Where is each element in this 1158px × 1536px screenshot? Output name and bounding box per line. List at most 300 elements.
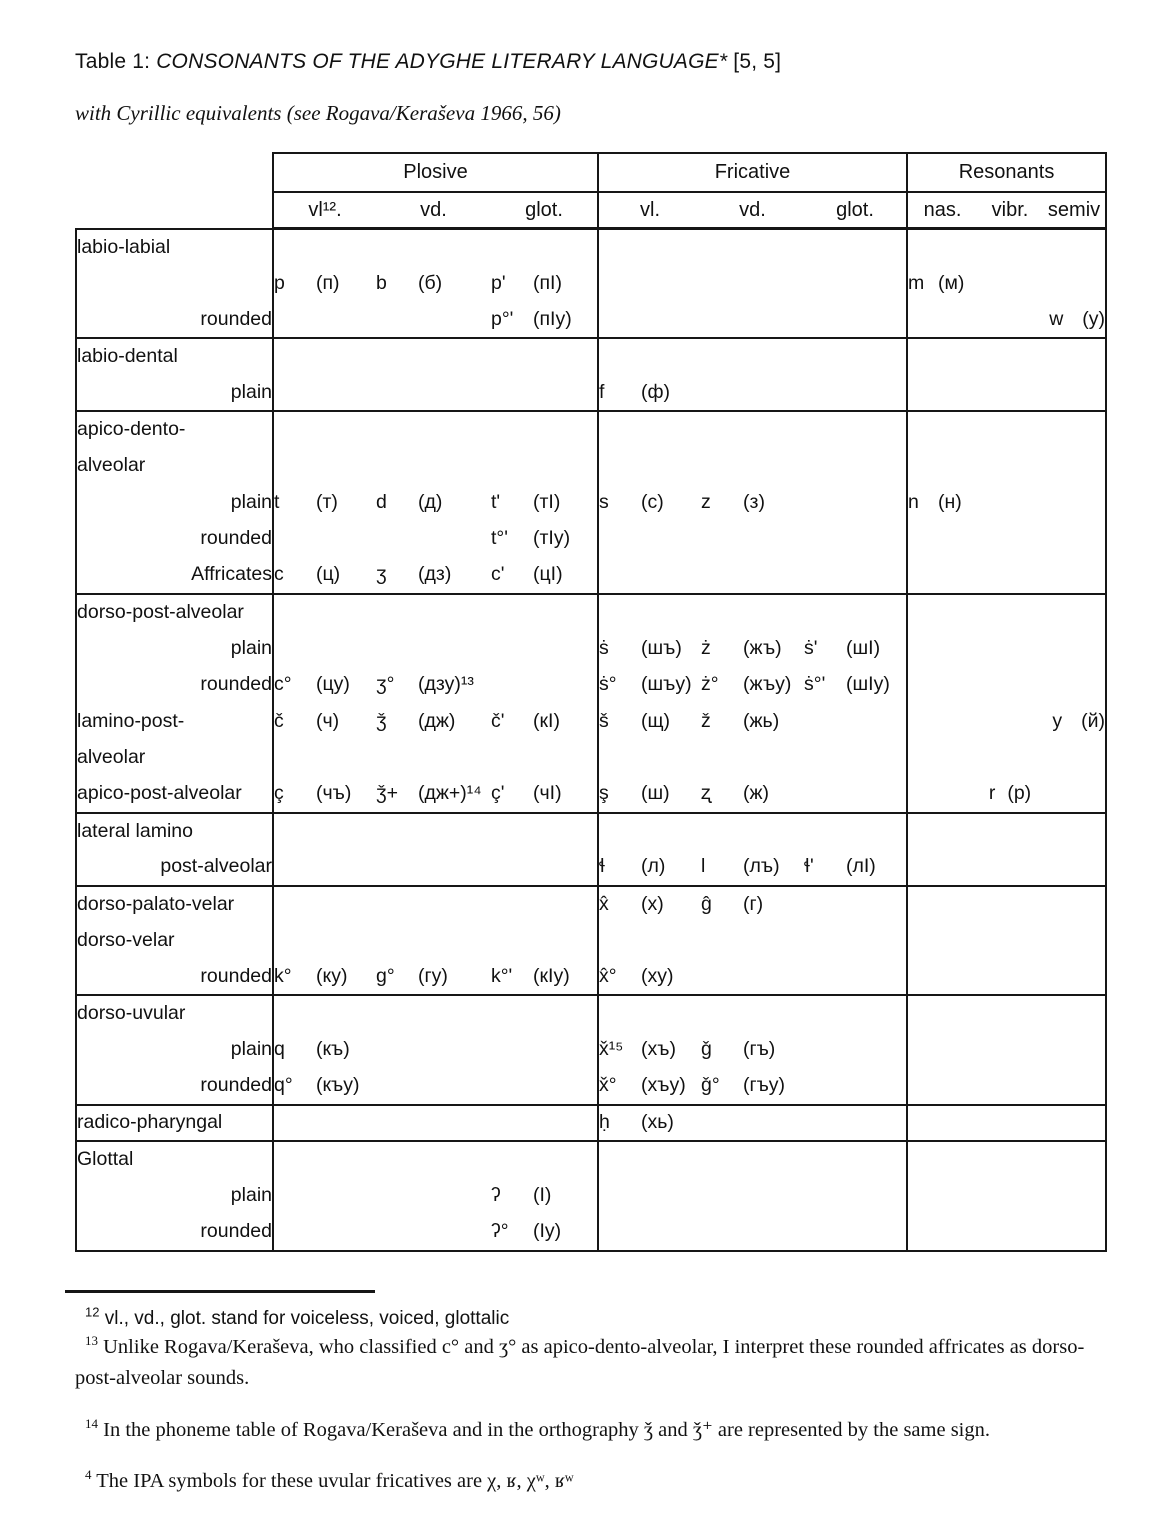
phoneme-cell (376, 740, 491, 777)
table-row (76, 922, 1106, 959)
phoneme-cell (1043, 338, 1106, 375)
phoneme-cell (598, 594, 701, 631)
phoneme-symbol: ǧ (701, 1038, 712, 1061)
phoneme-cell (701, 1141, 804, 1178)
phoneme-cell (804, 594, 907, 631)
phoneme-cell (907, 521, 977, 558)
cyrillic-equivalent: (жъ) (743, 636, 782, 659)
cyrillic-equivalent: (п) (316, 271, 340, 294)
phoneme-cell (1043, 265, 1106, 302)
phoneme-cell (273, 776, 376, 813)
phoneme-cell (598, 886, 701, 923)
phoneme-cell (804, 375, 907, 412)
cyrillic-equivalent: (щ) (641, 709, 671, 732)
table-row (76, 849, 1106, 886)
phoneme-symbol: ṡ°' (804, 673, 826, 696)
phoneme-cell (701, 813, 804, 850)
phoneme-cell (701, 1214, 804, 1251)
row-label: rounded (76, 302, 273, 339)
phoneme-cell (907, 1105, 977, 1142)
phoneme-cell (598, 813, 701, 850)
phoneme-symbol: s (599, 490, 609, 513)
phoneme-cell (804, 959, 907, 996)
phoneme-cell (598, 740, 701, 777)
phoneme-cell (701, 667, 804, 704)
table-row (76, 813, 1106, 850)
row-label: dorso-post-alveolar (76, 594, 273, 631)
row-label: Glottal (76, 1141, 273, 1178)
phoneme-cell (977, 1032, 1043, 1069)
phoneme-cell (701, 776, 804, 813)
phoneme-cell (273, 1141, 376, 1178)
row-label: rounded (76, 1214, 273, 1251)
phoneme-cell (977, 922, 1043, 959)
cyrillic-equivalent: (шIу) (846, 673, 890, 696)
phoneme-cell (1043, 849, 1106, 886)
group-header-row (76, 153, 1106, 192)
phoneme-cell (977, 302, 1043, 339)
table-row (76, 1068, 1106, 1105)
table-row (76, 995, 1106, 1032)
phoneme-cell (491, 886, 598, 923)
table-row (76, 667, 1106, 704)
footnote-separator (65, 1290, 375, 1293)
footnote-marker: 4 (85, 1467, 92, 1483)
phoneme-cell (804, 1032, 907, 1069)
phoneme-cell (376, 594, 491, 631)
phoneme-cell (1043, 667, 1106, 704)
cyrillic-equivalent: (цI) (533, 563, 563, 586)
phoneme-cell (1043, 521, 1106, 558)
phoneme-cell (907, 375, 977, 412)
phoneme-cell (977, 886, 1043, 923)
phoneme-cell (804, 1214, 907, 1251)
cyrillic-equivalent: (тI) (533, 490, 561, 513)
phoneme-symbol: ş (599, 782, 609, 805)
cyrillic-equivalent: (жь) (743, 709, 780, 732)
phoneme-cell (376, 338, 491, 375)
cyrillic-equivalent: (шI) (846, 636, 881, 659)
phoneme-cell (907, 886, 977, 923)
row-label: alveolar (76, 448, 273, 485)
phoneme-symbol: ż° (701, 673, 719, 696)
phoneme-symbol: ʔ (491, 1184, 501, 1207)
phoneme-cell (376, 1032, 491, 1069)
cyrillic-equivalent: (хъу) (641, 1074, 686, 1097)
cyrillic-equivalent: (у) (1082, 307, 1106, 330)
phoneme-cell (701, 265, 804, 302)
phoneme-cell (804, 338, 907, 375)
phoneme-symbol: m (908, 271, 925, 294)
phoneme-cell (1043, 484, 1106, 521)
row-label: plain (76, 1178, 273, 1215)
subheader-resonants-semiv: semiv (1043, 192, 1106, 229)
cyrillic-equivalent: (д) (418, 490, 443, 513)
phoneme-cell (804, 740, 907, 777)
phoneme-cell (491, 776, 598, 813)
cyrillic-equivalent: (г) (743, 892, 764, 915)
phoneme-cell (491, 630, 598, 667)
phoneme-cell (273, 1105, 376, 1142)
cyrillic-equivalent: (ш) (641, 782, 670, 805)
phoneme-cell (273, 703, 376, 740)
phoneme-symbol: p (274, 271, 285, 294)
table-row (76, 229, 1106, 266)
cyrillic-equivalent: (гу) (418, 964, 448, 987)
phoneme-cell (1043, 740, 1106, 777)
phoneme-cell (273, 521, 376, 558)
phoneme-cell (907, 338, 977, 375)
phoneme-cell (701, 557, 804, 594)
row-label: labio-labial (76, 229, 273, 266)
phoneme-symbol: r (988, 782, 996, 805)
cyrillic-equivalent: (дз) (418, 563, 452, 586)
phoneme-cell (273, 813, 376, 850)
table-row (76, 1032, 1106, 1069)
phoneme-cell (376, 959, 491, 996)
footnote-marker: 13 (85, 1333, 98, 1349)
phoneme-cell (376, 922, 491, 959)
phoneme-cell (491, 703, 598, 740)
phoneme-cell (907, 484, 977, 521)
subheader-plosive-glot: glot. (491, 192, 598, 229)
phoneme-cell (977, 484, 1043, 521)
cyrillic-equivalent: (жъу) (743, 673, 792, 696)
phoneme-cell (804, 557, 907, 594)
group-header-plosive: Plosive (273, 153, 598, 192)
corner-cell (76, 192, 273, 229)
phoneme-symbol: q° (274, 1074, 293, 1097)
phoneme-cell (1043, 557, 1106, 594)
phoneme-cell (273, 667, 376, 704)
phoneme-symbol: f (599, 380, 605, 403)
table-row (76, 557, 1106, 594)
phoneme-cell (701, 1032, 804, 1069)
cyrillic-equivalent: (н) (938, 490, 962, 513)
cyrillic-equivalent: (ч) (316, 709, 340, 732)
phoneme-cell (491, 265, 598, 302)
phoneme-cell (273, 484, 376, 521)
phoneme-cell (491, 995, 598, 1032)
cyrillic-equivalent: (дж+)¹⁴ (418, 782, 482, 805)
cyrillic-equivalent: (з) (743, 490, 765, 513)
row-label: lateral lamino (76, 813, 273, 850)
cyrillic-equivalent: (хъ) (641, 1038, 676, 1061)
phoneme-cell (598, 1068, 701, 1105)
row-label: rounded (76, 959, 273, 996)
phoneme-cell (907, 776, 977, 813)
phoneme-cell (273, 411, 376, 448)
phoneme-symbol: l (701, 855, 706, 878)
phoneme-cell (491, 959, 598, 996)
table-row (76, 703, 1106, 740)
phoneme-cell (376, 1141, 491, 1178)
cyrillic-equivalent: (ж) (743, 782, 770, 805)
phoneme-cell (907, 302, 977, 339)
phoneme-cell (376, 484, 491, 521)
phoneme-cell (598, 776, 701, 813)
phoneme-cell (273, 922, 376, 959)
phoneme-cell (376, 1178, 491, 1215)
phoneme-cell (977, 1105, 1043, 1142)
phoneme-cell (491, 557, 598, 594)
table-subtitle: with Cyrillic equivalents (see Rogava/Keraševa 1966, 56) (75, 101, 561, 125)
row-label: dorso-uvular (76, 995, 273, 1032)
phoneme-cell (804, 776, 907, 813)
cyrillic-equivalent: (пIу) (533, 307, 572, 330)
phoneme-cell (273, 302, 376, 339)
cyrillic-equivalent: (Iу) (533, 1220, 562, 1243)
row-label: plain (76, 484, 273, 521)
phoneme-symbol: ɬ (599, 855, 605, 878)
phoneme-cell (376, 302, 491, 339)
phoneme-cell (907, 922, 977, 959)
phoneme-cell (1043, 1105, 1106, 1142)
caption-prefix: Table 1: (75, 50, 157, 73)
cyrillic-equivalent: (къу) (316, 1074, 360, 1097)
cyrillic-equivalent: (цу) (316, 673, 350, 696)
phoneme-cell (1043, 375, 1106, 412)
phoneme-cell (977, 667, 1043, 704)
caption-reference: [5, 5] (727, 50, 782, 73)
phoneme-cell (1043, 1214, 1106, 1251)
phoneme-cell (376, 411, 491, 448)
phoneme-cell (598, 448, 701, 485)
phoneme-cell (1043, 630, 1106, 667)
phoneme-cell (1043, 959, 1106, 996)
cyrillic-equivalent: (лъ) (743, 855, 780, 878)
phoneme-cell (804, 411, 907, 448)
phoneme-symbol: t (274, 490, 280, 513)
row-label: Affricates (76, 557, 273, 594)
cyrillic-equivalent: (хь) (641, 1111, 674, 1134)
phoneme-cell (701, 302, 804, 339)
phoneme-cell (598, 995, 701, 1032)
phoneme-cell (977, 411, 1043, 448)
phoneme-cell (598, 959, 701, 996)
phoneme-cell (491, 1105, 598, 1142)
phoneme-cell (977, 630, 1043, 667)
phoneme-cell (701, 448, 804, 485)
phoneme-cell (977, 703, 1043, 740)
phoneme-cell (376, 265, 491, 302)
phoneme-cell (701, 740, 804, 777)
subheader-fricative-glot: glot. (804, 192, 907, 229)
phoneme-cell (598, 667, 701, 704)
phoneme-cell (376, 1068, 491, 1105)
group-header-fricative: Fricative (598, 153, 907, 192)
subheader-resonants-vibr: vibr. (977, 192, 1043, 229)
cyrillic-equivalent: (дж) (418, 709, 456, 732)
phoneme-cell (1043, 703, 1106, 740)
phoneme-cell (701, 229, 804, 266)
phoneme-cell (491, 849, 598, 886)
phoneme-cell (598, 1105, 701, 1142)
phoneme-cell (273, 630, 376, 667)
phoneme-cell (376, 630, 491, 667)
table-row (76, 1214, 1106, 1251)
phoneme-cell (907, 630, 977, 667)
phoneme-cell (491, 740, 598, 777)
cyrillic-equivalent: (ф) (641, 380, 671, 403)
cyrillic-equivalent: (пI) (533, 271, 562, 294)
group-header-resonants: Resonants (907, 153, 1106, 192)
phoneme-cell (491, 594, 598, 631)
phoneme-symbol: k°' (491, 964, 513, 987)
phoneme-cell (491, 922, 598, 959)
phoneme-cell (491, 1214, 598, 1251)
phoneme-cell (804, 849, 907, 886)
phoneme-symbol: ç (274, 782, 284, 805)
phoneme-cell (907, 265, 977, 302)
cyrillic-equivalent: (кIу) (533, 964, 570, 987)
footnote-marker: 12 (85, 1304, 100, 1320)
phoneme-cell (804, 995, 907, 1032)
phoneme-cell (273, 1178, 376, 1215)
table-body (76, 229, 1106, 1251)
cyrillic-equivalent: (с) (641, 490, 664, 513)
phoneme-cell (491, 667, 598, 704)
phoneme-cell (491, 229, 598, 266)
phoneme-symbol: ɬ' (804, 855, 814, 878)
phoneme-cell (491, 448, 598, 485)
phoneme-cell (907, 959, 977, 996)
row-label: alveolar (76, 740, 273, 777)
phoneme-cell (598, 630, 701, 667)
phoneme-cell (804, 1178, 907, 1215)
phoneme-cell (491, 1178, 598, 1215)
phoneme-cell (804, 813, 907, 850)
phoneme-cell (977, 1141, 1043, 1178)
cyrillic-equivalent: (м) (938, 271, 965, 294)
phoneme-cell (376, 886, 491, 923)
row-label: lamino-post- (76, 703, 273, 740)
table-row (76, 1178, 1106, 1215)
phoneme-symbol: n (908, 490, 919, 513)
footnote: $^4$ The IPA symbols for these uvular fricatives are χ, ʁ, χʷ, ʁʷ (85, 1467, 574, 1493)
cyrillic-equivalent: (гъ) (743, 1038, 776, 1061)
phoneme-cell (598, 265, 701, 302)
table-row (76, 302, 1106, 339)
phoneme-cell (376, 375, 491, 412)
row-label: dorso-velar (76, 922, 273, 959)
row-label: dorso-palato-velar (76, 886, 273, 923)
table-row (76, 594, 1106, 631)
phoneme-cell (1043, 1068, 1106, 1105)
footnote: $^{12}$ vl., vd., glot. stand for voiceless, voiced, glottalic (85, 1304, 510, 1329)
phoneme-symbol: d (376, 490, 387, 513)
phoneme-cell (701, 886, 804, 923)
phoneme-cell (804, 1141, 907, 1178)
phoneme-symbol: y (1052, 709, 1063, 732)
phoneme-cell (977, 995, 1043, 1032)
phoneme-cell (376, 703, 491, 740)
phoneme-cell (273, 1214, 376, 1251)
phoneme-cell (977, 557, 1043, 594)
phoneme-cell (907, 740, 977, 777)
corner-cell (76, 153, 273, 192)
phoneme-symbol: ʒ (376, 563, 387, 586)
footnote: $^{14}$ In the phoneme table of Rogava/Keraševa and in the orthography ǯ and ǯ⁺ are represented by the same sign. (85, 1415, 990, 1441)
phoneme-cell (977, 776, 1043, 813)
phoneme-cell (598, 1214, 701, 1251)
phoneme-cell (977, 1068, 1043, 1105)
cyrillic-equivalent: (I) (533, 1184, 552, 1207)
phoneme-cell (598, 922, 701, 959)
phoneme-symbol: š (599, 709, 609, 732)
phoneme-cell (701, 1068, 804, 1105)
phoneme-cell (907, 1068, 977, 1105)
cyrillic-equivalent: (р) (1007, 782, 1032, 805)
phoneme-symbol: ḥ (599, 1111, 610, 1134)
cyrillic-equivalent: (чI) (533, 782, 562, 805)
table-row (76, 1141, 1106, 1178)
phoneme-cell (701, 959, 804, 996)
table-row (76, 265, 1106, 302)
phoneme-cell (804, 265, 907, 302)
phoneme-cell (907, 411, 977, 448)
phoneme-cell (376, 813, 491, 850)
phoneme-symbol: ṡ (599, 636, 609, 659)
phoneme-symbol: w (1049, 307, 1064, 330)
phoneme-cell (376, 995, 491, 1032)
phoneme-cell (804, 302, 907, 339)
phoneme-symbol: p' (491, 271, 506, 294)
row-label: plain (76, 375, 273, 412)
phoneme-cell (598, 521, 701, 558)
phoneme-cell (491, 813, 598, 850)
row-label: plain (76, 1032, 273, 1069)
phoneme-symbol: z (701, 490, 711, 513)
phoneme-cell (273, 594, 376, 631)
phoneme-cell (273, 557, 376, 594)
table-row (76, 740, 1106, 777)
phoneme-cell (1043, 448, 1106, 485)
phoneme-cell (273, 338, 376, 375)
phoneme-cell (1043, 776, 1106, 813)
phoneme-symbol: x̌° (599, 1074, 617, 1097)
phoneme-cell (977, 265, 1043, 302)
phoneme-cell (273, 1032, 376, 1069)
phoneme-cell (804, 484, 907, 521)
table-caption (75, 50, 1105, 74)
phoneme-cell (804, 229, 907, 266)
phoneme-cell (376, 521, 491, 558)
phoneme-symbol: ǯ+ (376, 782, 399, 805)
cyrillic-equivalent: (гъу) (743, 1074, 786, 1097)
phoneme-symbol: x̂° (599, 964, 617, 987)
phoneme-cell (1043, 1032, 1106, 1069)
caption-main: CONSONANTS OF THE ADYGHE LITERARY LANGUAGE* (156, 50, 728, 73)
phoneme-cell (376, 849, 491, 886)
table-row (76, 1105, 1106, 1142)
cyrillic-equivalent: (т) (316, 490, 338, 513)
phoneme-cell (804, 448, 907, 485)
phoneme-cell (701, 1178, 804, 1215)
cyrillic-equivalent: (ху) (641, 964, 674, 987)
subheader-resonants-nas: nas. (907, 192, 977, 229)
phoneme-cell (977, 375, 1043, 412)
phoneme-symbol: ʔ° (491, 1220, 509, 1243)
row-label: radico-pharyngal (76, 1105, 273, 1142)
phoneme-symbol: ṡ' (804, 636, 818, 659)
phoneme-symbol: b (376, 271, 387, 294)
phoneme-cell (491, 484, 598, 521)
phoneme-cell (273, 448, 376, 485)
phoneme-cell (1043, 886, 1106, 923)
phoneme-symbol: ǧ° (701, 1074, 720, 1097)
phoneme-cell (804, 1105, 907, 1142)
